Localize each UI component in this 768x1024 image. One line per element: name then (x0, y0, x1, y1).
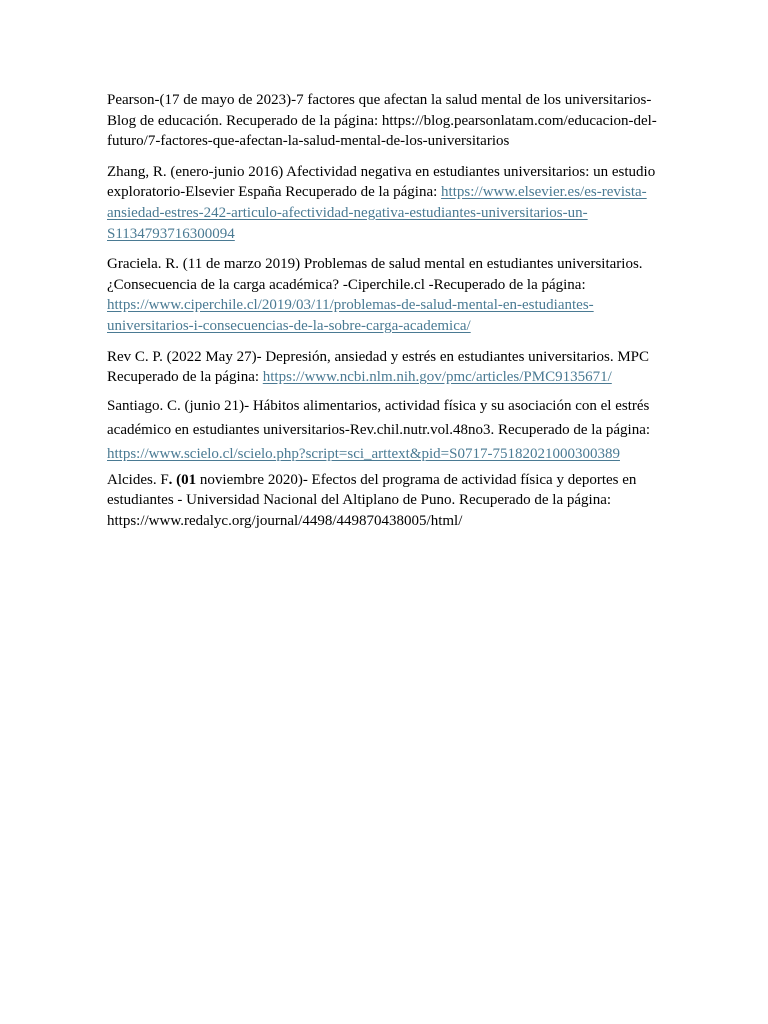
reference-rev (107, 347, 667, 388)
reference-graciela (107, 254, 667, 336)
document-page (107, 90, 667, 542)
reference-bold-text: . (01 (168, 471, 197, 488)
reference-text: Rev C. P. (2022 May 27)- Depresión, ansiedad y estrés en estudiantes universitarios. MPC Recuperado de la página: (107, 348, 649, 386)
reference-text: Santiago. C. (junio 21)- Hábitos alimentarios, actividad física y su asociación con el estrés académico en estudiantes universitarios-Rev.chil.nutr.vol.48no3. Recuperado de la página: (107, 397, 651, 438)
reference-zhang (107, 162, 667, 244)
reference-text: Zhang, R. (enero-junio 2016) Afectividad negativa en estudiantes universitarios: un estudio exploratorio-Elsevier España Recuperado de la página: (107, 163, 656, 201)
reference-text: Graciela. R. (11 de marzo 2019) Problemas de salud mental en estudiantes universitarios. ¿Consecuencia de la carga académica? -Ciperchile.cl -Recuperado de la página: (107, 256, 643, 293)
reference-text: Alcides. F (107, 471, 169, 488)
reference-santiago (107, 394, 667, 466)
reference-link[interactable]: https://www.elsevier.es/es-revista-ansiedad-estres-242-articulo-afectividad-negativa-estudiantes-universitarios-un-S1134793716300094 (107, 184, 647, 242)
reference-link[interactable]: https://www.ncbi.nlm.nih.gov/pmc/articles/PMC9135671/ (262, 369, 612, 386)
reference-link[interactable]: https://www.ciperchile.cl/2019/03/11/problemas-de-salud-mental-en-estudiantes-universitarios-i-consecuencias-de-la-sobre-carga-academica/ (107, 297, 594, 334)
reference-pearson (107, 90, 667, 152)
reference-text: Pearson-(17 de mayo de 2023)-7 factores que afectan la salud mental de los universitarios-Blog de educación. Recuperado de la página: https://blog.pearsonlatam.com/educacion-del-futuro/7-factores-que-afectan-la-salud-mental-de-los-universitarios (107, 92, 657, 150)
reference-alcides (107, 470, 667, 532)
reference-link[interactable]: https://www.scielo.cl/scielo.php?script=sci_arttext&pid=S0717-75182021000300389 (107, 445, 620, 462)
reference-text: noviembre 2020)- Efectos del programa de actividad física y deportes en estudiantes - Universidad Nacional del Altiplano de Puno. Recuperado de la página: https://www.redalyc.org/journal/4498/449870438005/html/ (107, 471, 637, 529)
